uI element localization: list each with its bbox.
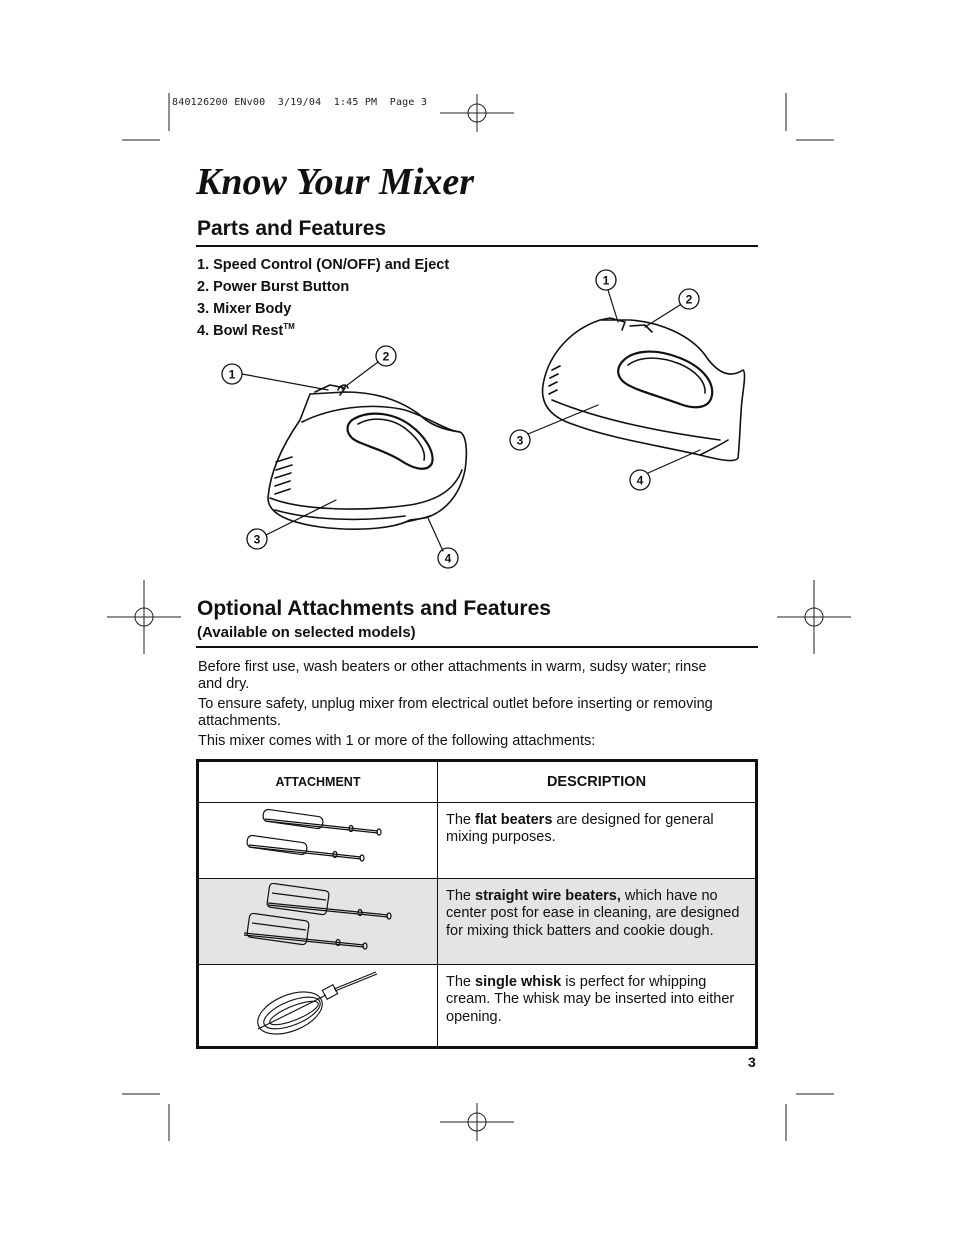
table-row (198, 803, 757, 879)
page-title: Know Your Mixer (196, 161, 475, 203)
callout-right-3: 3 (516, 433, 524, 448)
description-straight-wire-beaters: The straight wire beaters, which have no center post for ease in cleaning, are designed for mixing thick batters and cookie dough. (438, 879, 757, 965)
callout-right-1: 1 (602, 273, 610, 288)
flat-beaters-illustration (243, 807, 393, 873)
paragraph-comes-with: This mixer comes with 1 or more of the following attachments: (198, 733, 596, 749)
callout-right-4: 4 (636, 473, 644, 488)
callout-left-4: 4 (444, 551, 452, 566)
table-row (198, 879, 757, 965)
attachment-image-cell (198, 803, 438, 879)
single-whisk-illustration (248, 969, 388, 1041)
description-single-whisk: The single whisk is perfect for whipping cream. The whisk may be inserted into either opening. (438, 965, 757, 1048)
parts-heading: Parts and Features (197, 217, 387, 240)
print-slug: 840126200 ENv00 3/19/04 1:45 PM Page 3 (172, 97, 428, 108)
header-attachment: ATTACHMENT (198, 761, 438, 803)
attachments-rule (196, 646, 758, 648)
straight-wire-beaters-illustration (238, 883, 398, 959)
attachment-image-cell (198, 965, 438, 1048)
callout-left-3: 3 (253, 532, 261, 547)
part-item-speed-control: 1. Speed Control (ON/OFF) and Eject (197, 257, 450, 273)
table-header-row (198, 761, 757, 803)
attachments-subheading: (Available on selected models) (197, 624, 416, 641)
header-description: DESCRIPTION (438, 761, 757, 803)
callout-left-2: 2 (382, 349, 390, 364)
attachments-table (196, 759, 758, 1049)
callout-circles (222, 270, 699, 568)
table-row (198, 965, 757, 1048)
page-number: 3 (748, 1054, 756, 1070)
part-item-power-burst: 2. Power Burst Button (197, 279, 350, 295)
part-item-bowl-rest: 4. Bowl Rest™ (197, 322, 295, 339)
callout-left-1: 1 (228, 367, 236, 382)
paragraph-wash: Before first use, wash beaters or other attachments in warm, sudsy water; rinse and dry. (198, 659, 707, 692)
trademark-symbol: TM (283, 322, 295, 332)
part-item-mixer-body: 3. Mixer Body (197, 301, 292, 317)
mixer-diagram (0, 0, 954, 600)
attachment-image-cell (198, 879, 438, 965)
paragraph-safety: To ensure safety, unplug mixer from electrical outlet before inserting or removing attachments. (198, 696, 713, 729)
attachments-heading: Optional Attachments and Features (197, 597, 551, 620)
description-flat-beaters: The flat beaters are designed for general mixing purposes. (438, 803, 757, 879)
callout-right-2: 2 (685, 292, 693, 307)
